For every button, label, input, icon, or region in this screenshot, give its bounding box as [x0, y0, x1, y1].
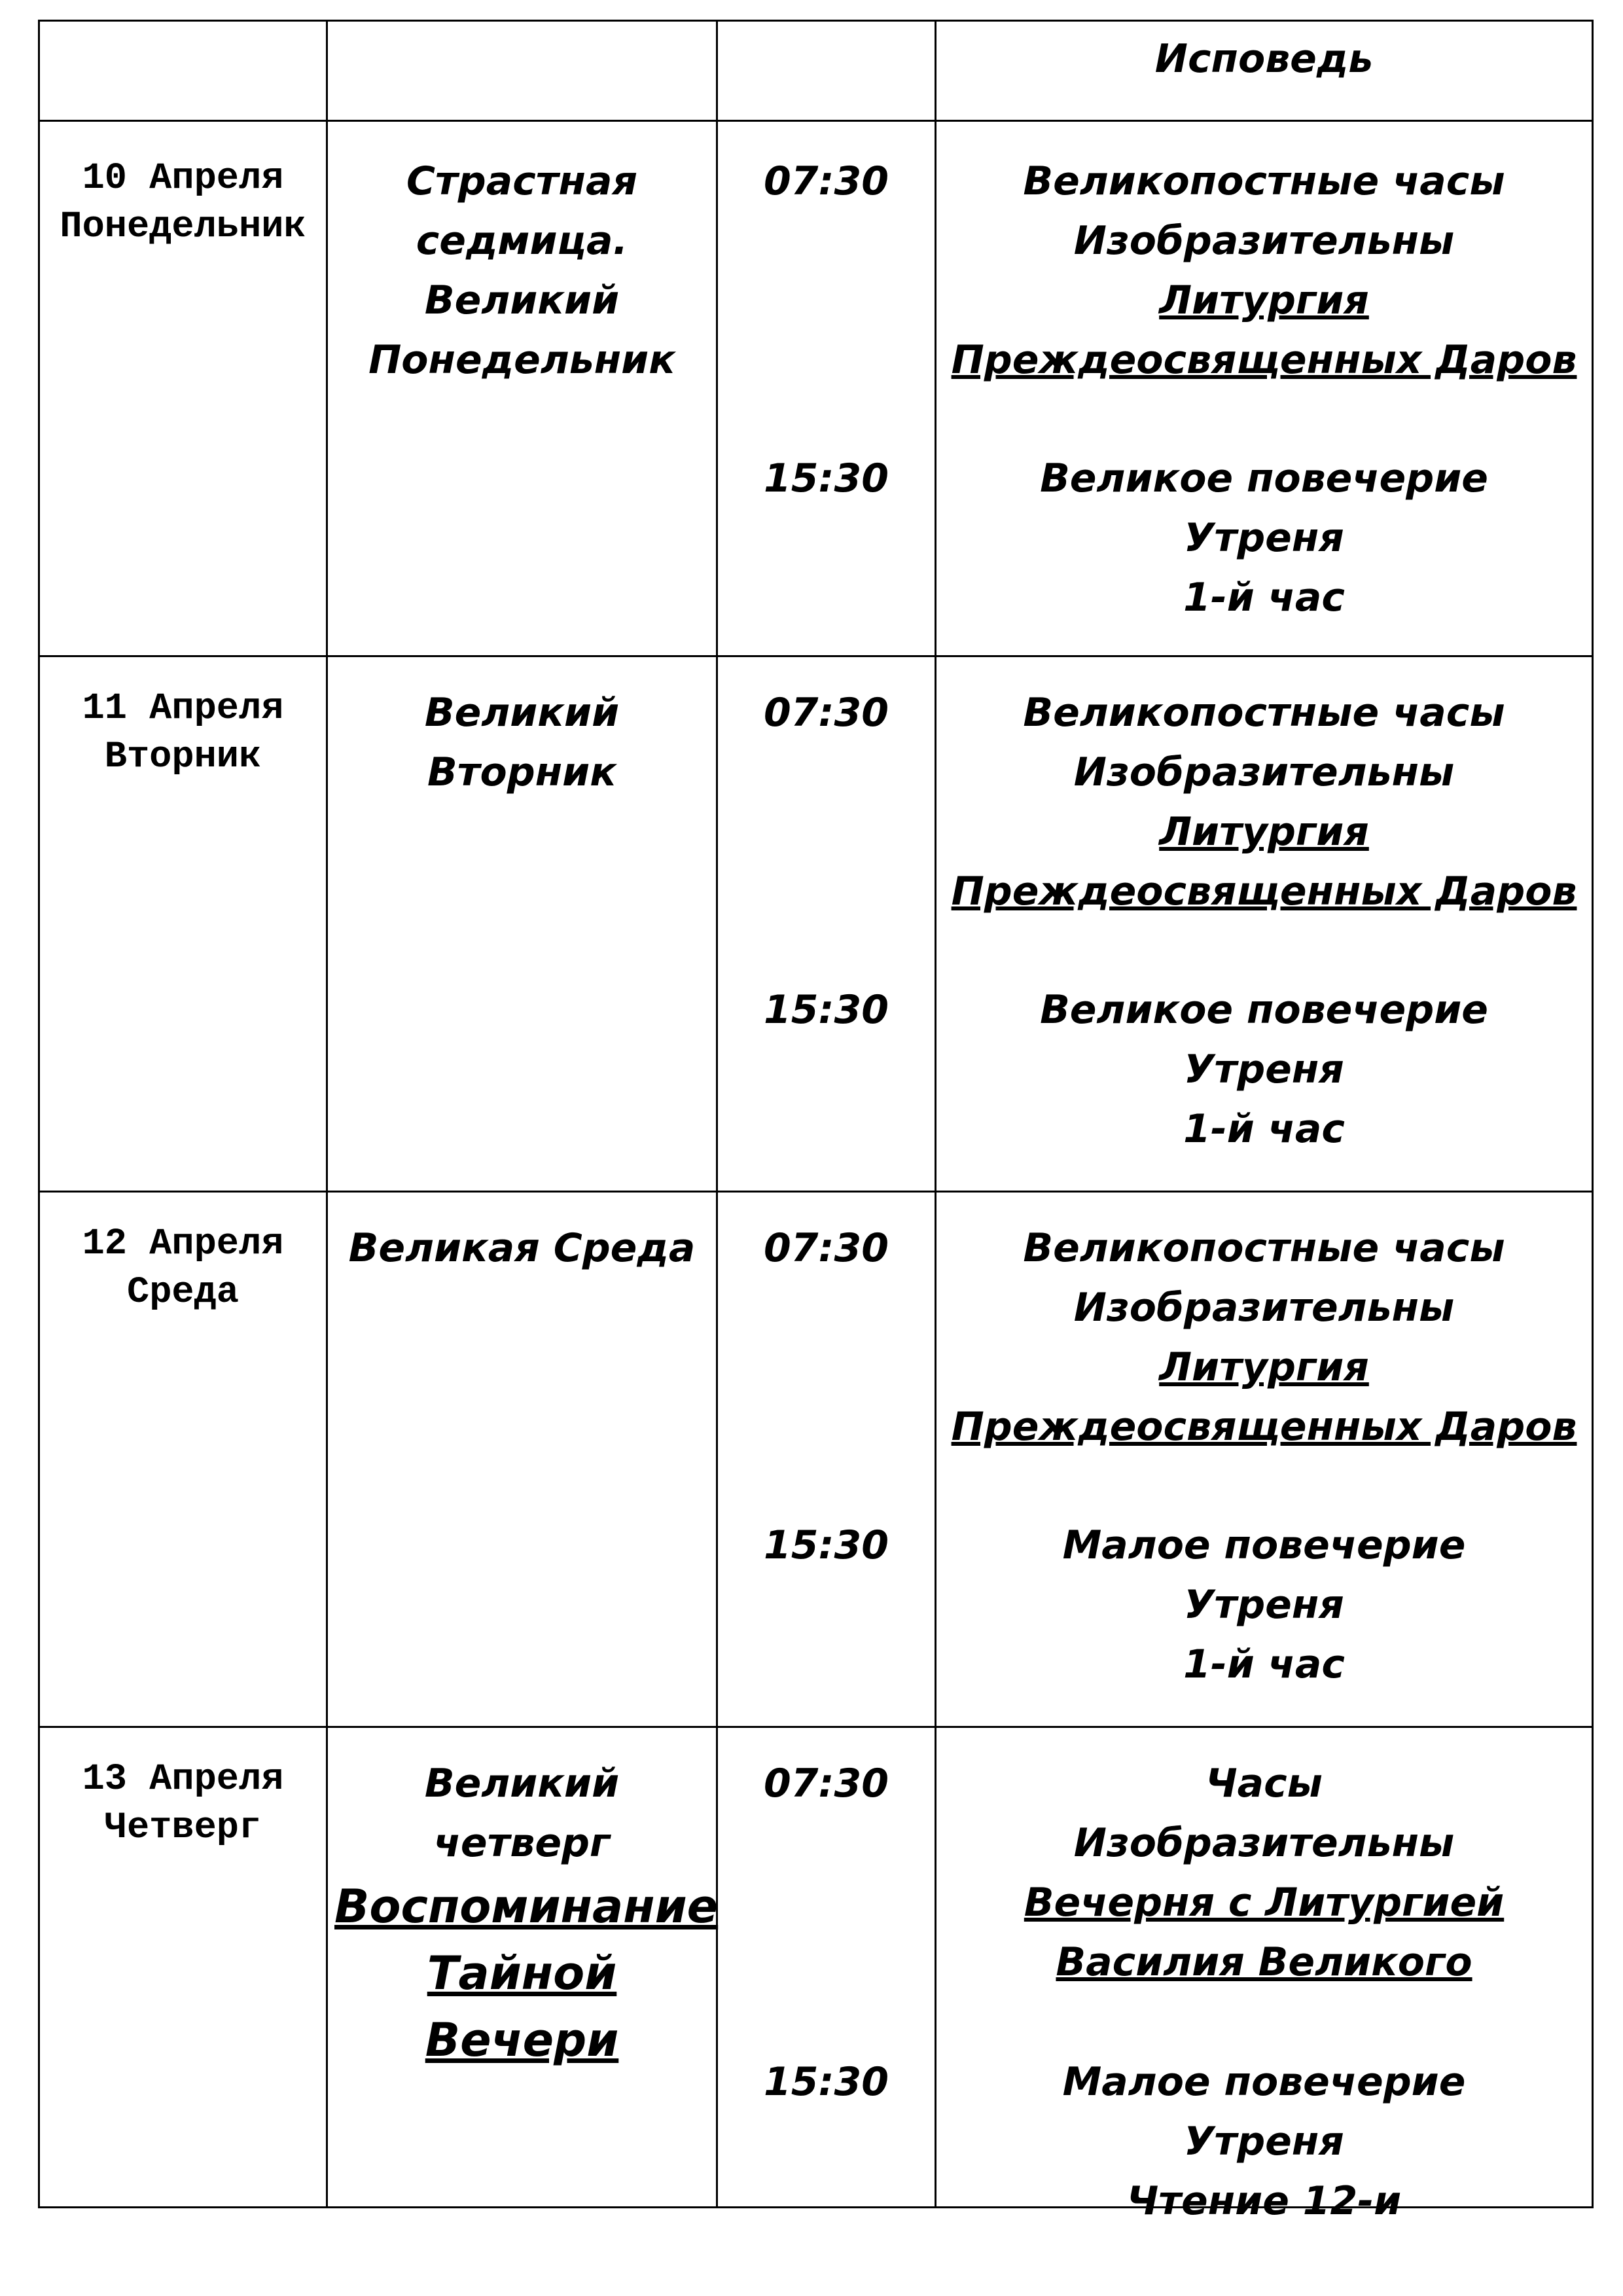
evening-time: 15:30 — [764, 456, 889, 501]
evening-services — [936, 1516, 1592, 1695]
date-cell — [39, 1727, 327, 2208]
day-name-line: седмица. — [416, 218, 628, 264]
service-line-liturgy: Василия Великого — [1056, 1939, 1472, 1985]
service-line-liturgy: Преждеосвященных Даров — [951, 869, 1577, 914]
feast-title-line: Воспоминание — [334, 1880, 719, 1933]
date-cell — [39, 21, 327, 121]
service-line: Малое повечерие — [1062, 1522, 1466, 1568]
day-name-line: Великий — [424, 278, 620, 323]
day-name-line: Страстная — [406, 158, 638, 204]
service-cell — [936, 1727, 1593, 2224]
evening-services — [936, 449, 1592, 628]
date-text: 11 Апреля — [82, 688, 284, 730]
weekday-text: Среда — [126, 1272, 240, 1314]
evening-services — [936, 2053, 1592, 2231]
day-name-line: Великий — [424, 1761, 620, 1806]
day-name-line: Великая Среда — [348, 1225, 696, 1271]
morning-time: 07:30 — [764, 1761, 889, 1806]
weekday-text: Вторник — [104, 736, 262, 778]
date-text: 10 Апреля — [82, 158, 284, 200]
table-row — [39, 21, 1593, 121]
time-cell — [717, 21, 936, 121]
name-cell — [327, 1192, 717, 1727]
evening-time: 15:30 — [764, 2059, 889, 2105]
date-text: 13 Апреля — [82, 1759, 284, 1801]
date-text: 12 Апреля — [82, 1223, 284, 1265]
table-row — [39, 121, 1593, 656]
morning-services — [936, 1754, 1592, 1992]
service-line-liturgy: Литургия — [1159, 278, 1369, 323]
service-line: 1-й час — [1183, 1641, 1345, 1687]
date-cell — [39, 656, 327, 1192]
table-row — [39, 1192, 1593, 1727]
date-cell — [39, 1192, 327, 1727]
weekday-text: Понедельник — [60, 206, 306, 248]
service-cell — [936, 21, 1593, 121]
service-line: Утреня — [1184, 1582, 1344, 1628]
name-cell — [327, 21, 717, 121]
evening-time: 15:30 — [764, 1522, 889, 1568]
service-cell — [936, 1192, 1593, 1727]
service-line-liturgy: Литургия — [1159, 1344, 1369, 1390]
name-cell — [327, 656, 717, 1192]
day-name-line: Понедельник — [368, 337, 675, 383]
service-line: Изобразительны — [1073, 749, 1455, 795]
feast-title-line: Вечери — [425, 2013, 619, 2067]
service-line: Утреня — [1184, 515, 1344, 561]
day-name-line: Вторник — [427, 749, 616, 795]
service-line: Утреня — [1184, 1047, 1344, 1092]
service-line: Великопостные часы — [1023, 1225, 1505, 1271]
service-line: Чтение 12-и — [1126, 2178, 1402, 2224]
service-cell — [936, 121, 1593, 656]
service-line: Изобразительны — [1073, 218, 1455, 264]
name-cell — [327, 121, 717, 656]
morning-services — [936, 683, 1592, 922]
day-name-line: четверг — [433, 1820, 611, 1866]
service-line: Утреня — [1184, 2119, 1344, 2164]
service-line-liturgy: Преждеосвященных Даров — [951, 1404, 1577, 1450]
morning-time: 07:30 — [764, 158, 889, 204]
service-cell — [936, 656, 1593, 1192]
service-line: Часы — [1205, 1761, 1323, 1806]
service-line: Изобразительны — [1073, 1820, 1455, 1866]
time-cell — [717, 1192, 936, 1727]
schedule-table — [38, 20, 1594, 2224]
service-line: 1-й час — [1183, 575, 1345, 620]
service-line-liturgy: Вечерня с Литургией — [1024, 1880, 1505, 1926]
service-line: Изобразительны — [1073, 1285, 1455, 1331]
feast-title-line: Тайной — [427, 1946, 617, 2000]
time-cell — [717, 121, 936, 656]
service-line: Великое повечерие — [1040, 456, 1488, 501]
morning-services — [936, 1219, 1592, 1457]
service-line: Великое повечерие — [1040, 987, 1488, 1033]
time-cell — [717, 1727, 936, 2208]
service-line-liturgy: Литургия — [1159, 809, 1369, 855]
service-line: 1-й час — [1183, 1106, 1345, 1152]
name-cell — [327, 1727, 717, 2208]
morning-time: 07:30 — [764, 690, 889, 736]
service-line: Великопостные часы — [1023, 158, 1505, 204]
evening-time: 15:30 — [764, 987, 889, 1033]
service-line: Великопостные часы — [1023, 690, 1505, 736]
morning-services — [936, 152, 1592, 390]
service-line-liturgy: Преждеосвященных Даров — [951, 337, 1577, 383]
morning-time: 07:30 — [764, 1225, 889, 1271]
table-row — [39, 656, 1593, 1192]
weekday-text: Четверг — [104, 1807, 262, 1849]
evening-services — [936, 980, 1592, 1159]
time-cell — [717, 656, 936, 1192]
table-row — [39, 1727, 1593, 2208]
date-cell — [39, 121, 327, 656]
day-name-line: Великий — [424, 690, 620, 736]
service-line: Малое повечерие — [1062, 2059, 1466, 2105]
confession-label: Исповедь — [1154, 36, 1374, 82]
